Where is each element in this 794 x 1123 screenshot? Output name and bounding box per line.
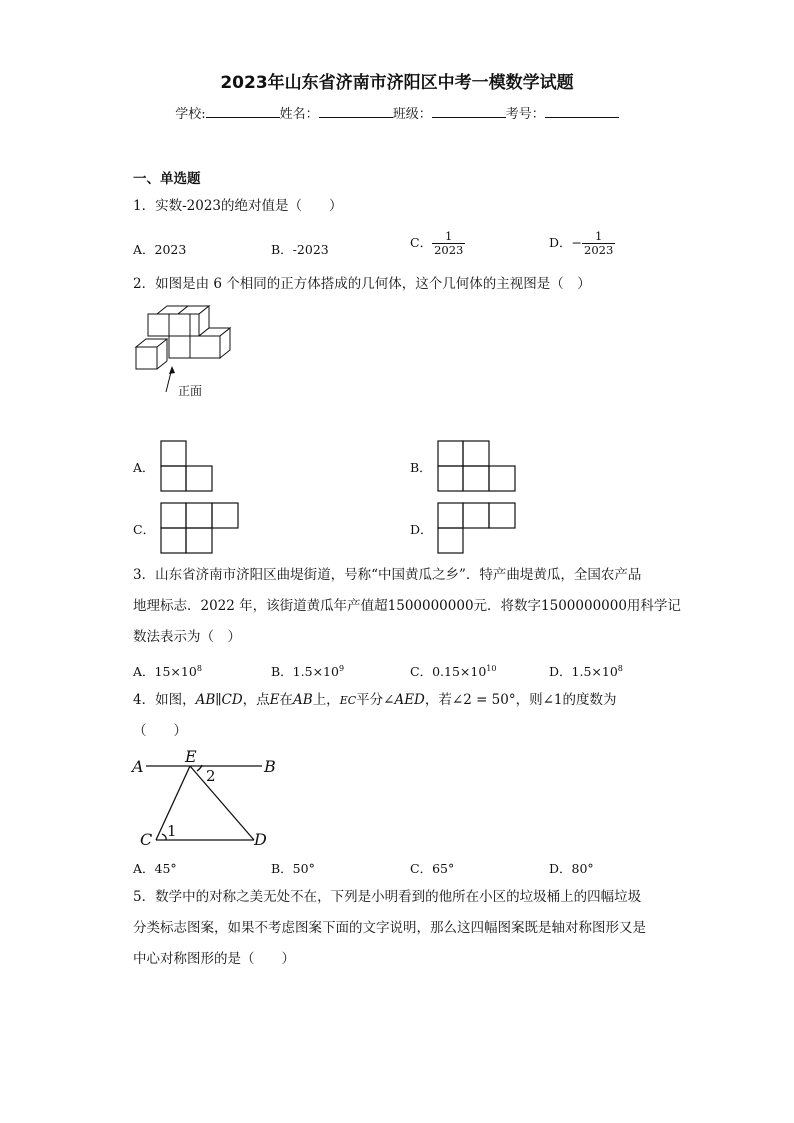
q1-d-numerator: 1 [594, 229, 603, 243]
q4-cond-parallel: AB∥CD [195, 692, 243, 708]
q5-stem-line2: 分类标志图案，如果不考虑图案下面的文字说明，那么这四幅图案既是轴对称图形又是 [133, 920, 646, 936]
q4-num: 4．如图， [133, 692, 196, 708]
q4-angle2: ∠2 = 50° [451, 692, 516, 708]
q4-label-angle1: 1 [167, 822, 177, 840]
q2-option-d-figure[interactable] [437, 502, 519, 556]
q1-option-d[interactable] [549, 230, 615, 257]
id-blank[interactable] [545, 105, 619, 118]
q1-c-denominator: 2023 [434, 243, 464, 257]
q2-option-a-figure[interactable] [160, 440, 216, 494]
q3-option-a-exp: 8 [196, 663, 202, 673]
q4-label-b: B [264, 757, 276, 776]
q1-option-d-label: D． [549, 235, 572, 250]
q1-fraction-d [582, 230, 615, 257]
q4-triangle-figure [130, 745, 290, 850]
q4-t2: 在 [279, 692, 294, 708]
q4-label-angle2: 2 [206, 767, 216, 785]
class-blank[interactable] [432, 105, 506, 118]
q3-option-c-exp: 10 [486, 663, 497, 673]
q1-d-denominator: 2023 [584, 243, 614, 257]
q3-option-a-text: A．15×10 [133, 664, 197, 679]
q3-option-c[interactable] [410, 662, 496, 680]
q3-stem-line2: 地理标志．2022 年，该街道黄瓜年产值超1500000000元．将数字1500000000用科学记 [133, 598, 681, 614]
q4-line-ab: AB [293, 692, 313, 708]
q4-stem-line1 [133, 692, 617, 709]
q4-label-e: E [185, 747, 197, 766]
q4-point-e: E [269, 692, 280, 708]
q1-option-c[interactable] [410, 230, 465, 257]
q2-option-d[interactable]: D． [410, 522, 433, 537]
q3-option-b[interactable] [271, 662, 344, 680]
q1-option-a[interactable]: A．2023 [133, 242, 187, 257]
q4-option-a[interactable]: A．45° [133, 861, 177, 876]
q4-label-a: A [132, 757, 144, 776]
q2-option-a[interactable]: A． [133, 460, 155, 475]
q4-option-c[interactable]: C．65° [410, 861, 455, 876]
q3-option-c-text: C．0.15×10 [410, 664, 487, 679]
class-label: 班级： [392, 107, 432, 122]
q4-t3: 上， [312, 692, 340, 708]
q2-option-c[interactable]: C． [133, 522, 156, 537]
q4-line-ec: EC [339, 694, 357, 707]
q4-label-c: C [140, 830, 153, 849]
q4-angle1: ∠1 [542, 692, 563, 708]
q4-label-d: D [254, 830, 267, 849]
q3-option-b-exp: 9 [338, 663, 345, 673]
q1-stem: 1．实数-2023的绝对值是（ ） [133, 198, 343, 214]
q4-t5: ，若 [424, 692, 452, 708]
q4-paren: （ ） [133, 723, 187, 739]
q1-c-numerator: 1 [445, 229, 453, 243]
q2-option-b[interactable]: B． [410, 460, 432, 475]
q3-stem-line1: 3．山东省济南市济阳区曲堤街道，号称“中国黄瓜之乡”．特产曲堤黄瓜，全国农产品 [133, 567, 642, 583]
id-label: 考号： [505, 107, 545, 122]
q4-option-b[interactable]: B．50° [271, 861, 315, 876]
q4-t4: 平分 [356, 692, 384, 708]
q1-fraction-c [432, 230, 465, 257]
q5-stem-line3: 中心对称图形的是（ ） [133, 951, 295, 967]
q3-option-d[interactable] [549, 662, 623, 680]
school-label: 学校: [175, 107, 206, 122]
q4-t1: ，点 [242, 692, 270, 708]
school-blank[interactable] [206, 105, 280, 118]
q2-option-c-figure[interactable] [160, 502, 242, 556]
page-title: 2023年山东省济南市济阳区中考一模数学试题 [220, 73, 574, 93]
q3-option-a[interactable] [133, 662, 202, 680]
section-heading: 一、单选题 [133, 171, 201, 187]
q2-option-b-figure[interactable] [437, 440, 519, 494]
q4-t6: ，则 [515, 692, 543, 708]
q3-option-d-text: D．1.5×10 [549, 664, 618, 679]
q1-d-sign: − [571, 235, 583, 250]
q3-option-d-exp: 8 [617, 663, 623, 673]
name-blank[interactable] [319, 105, 393, 118]
q4-option-d[interactable]: D．80° [549, 861, 594, 876]
q5-stem-line1: 5．数学中的对称之美无处不在，下列是小明看到的他所在小区的垃圾桶上的四幅垃圾 [133, 889, 642, 905]
student-info-line [0, 103, 794, 122]
q2-stem: 2．如图是由 6 个相同的正方体搭成的几何体，这个几何体的主视图是（ ） [133, 276, 591, 292]
q1-option-c-label: C． [410, 235, 433, 250]
q3-stem-line3: 数法表示为（ ） [133, 629, 241, 645]
q4-angle-aed: ∠AED [383, 692, 425, 708]
q3-option-b-text: B．1.5×10 [271, 664, 339, 679]
q1-option-b[interactable]: B．-2023 [271, 242, 329, 257]
name-label: 姓名： [279, 107, 319, 122]
q4-t7: 的度数为 [562, 692, 617, 708]
q2-front-label: 正面 [178, 384, 203, 398]
